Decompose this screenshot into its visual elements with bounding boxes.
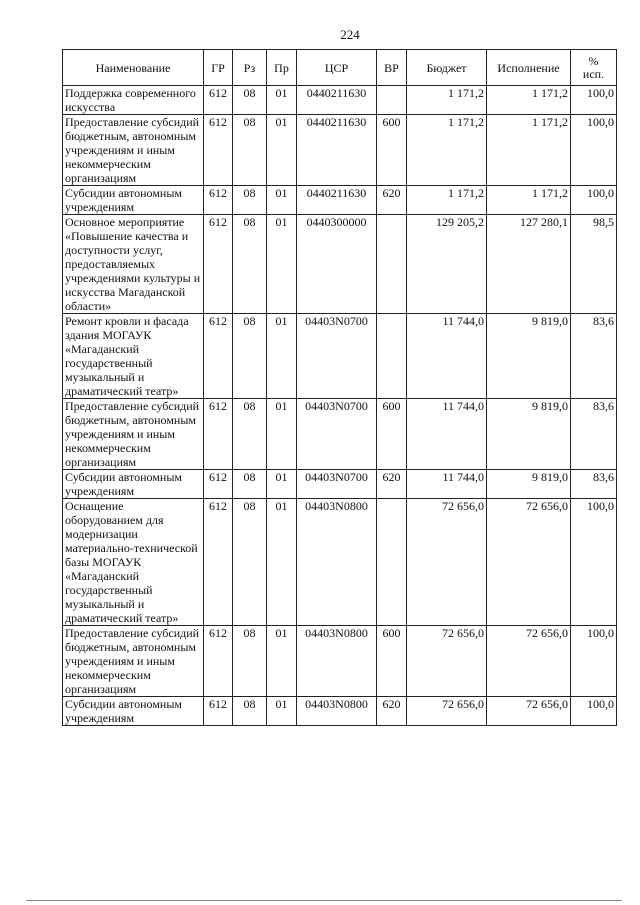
cell-budget: 1 171,2 xyxy=(407,115,487,186)
cell-gr: 612 xyxy=(204,186,233,215)
cell-percent: 100,0 xyxy=(571,86,617,115)
cell-csr: 0440211630 xyxy=(297,86,377,115)
cell-budget: 11 744,0 xyxy=(407,470,487,499)
table-row xyxy=(63,697,617,726)
header-csr: ЦСР xyxy=(297,50,377,86)
cell-name: Субсидии автономным учреждениям xyxy=(63,470,204,499)
cell-vr xyxy=(377,215,407,314)
cell-budget: 11 744,0 xyxy=(407,314,487,399)
cell-percent: 100,0 xyxy=(571,697,617,726)
header-budget: Бюджет xyxy=(407,50,487,86)
cell-budget: 72 656,0 xyxy=(407,626,487,697)
cell-vr: 620 xyxy=(377,186,407,215)
table-row xyxy=(63,470,617,499)
cell-pr: 01 xyxy=(267,470,297,499)
cell-gr: 612 xyxy=(204,215,233,314)
cell-budget: 72 656,0 xyxy=(407,697,487,726)
cell-budget: 72 656,0 xyxy=(407,499,487,626)
cell-budget: 11 744,0 xyxy=(407,399,487,470)
cell-pr: 01 xyxy=(267,399,297,470)
table-row xyxy=(63,115,617,186)
cell-execution: 127 280,1 xyxy=(487,215,571,314)
cell-name: Субсидии автономным учреждениям xyxy=(63,697,204,726)
cell-execution: 1 171,2 xyxy=(487,86,571,115)
cell-name: Поддержка современного искусства xyxy=(63,86,204,115)
table-row xyxy=(63,399,617,470)
header-rz: Рз xyxy=(233,50,267,86)
header-percent xyxy=(571,50,617,86)
cell-vr: 600 xyxy=(377,399,407,470)
cell-percent: 100,0 xyxy=(571,115,617,186)
cell-csr: 04403N0800 xyxy=(297,499,377,626)
cell-rz: 08 xyxy=(233,499,267,626)
page-number: 224 xyxy=(340,27,360,42)
cell-name: Основное мероприятие «Повышение качества и доступности услуг, предоставляемых учреждениями культуры и искусства Магаданской области» xyxy=(63,215,204,314)
cell-csr: 0440211630 xyxy=(297,115,377,186)
cell-csr: 0440211630 xyxy=(297,186,377,215)
cell-pr: 01 xyxy=(267,314,297,399)
cell-name: Субсидии автономным учреждениям xyxy=(63,186,204,215)
cell-gr: 612 xyxy=(204,115,233,186)
cell-pr: 01 xyxy=(267,626,297,697)
cell-name: Предоставление субсидий бюджетным, автономным учреждениям и иным некоммерческим организациям xyxy=(63,399,204,470)
cell-gr: 612 xyxy=(204,314,233,399)
cell-csr: 04403N0800 xyxy=(297,626,377,697)
cell-rz: 08 xyxy=(233,186,267,215)
cell-gr: 612 xyxy=(204,499,233,626)
cell-gr: 612 xyxy=(204,399,233,470)
header-vr: ВР xyxy=(377,50,407,86)
cell-execution: 9 819,0 xyxy=(487,470,571,499)
cell-execution: 1 171,2 xyxy=(487,186,571,215)
cell-rz: 08 xyxy=(233,399,267,470)
budget-table xyxy=(62,49,617,726)
cell-percent: 83,6 xyxy=(571,470,617,499)
table-row xyxy=(63,499,617,626)
cell-pr: 01 xyxy=(267,186,297,215)
cell-pr: 01 xyxy=(267,499,297,626)
cell-pr: 01 xyxy=(267,215,297,314)
cell-rz: 08 xyxy=(233,86,267,115)
cell-vr: 620 xyxy=(377,697,407,726)
cell-vr: 620 xyxy=(377,470,407,499)
cell-gr: 612 xyxy=(204,626,233,697)
cell-pr: 01 xyxy=(267,86,297,115)
cell-percent: 83,6 xyxy=(571,399,617,470)
table-row xyxy=(63,86,617,115)
cell-rz: 08 xyxy=(233,314,267,399)
cell-name: Предоставление субсидий бюджетным, автономным учреждениям и иным некоммерческим организациям xyxy=(63,626,204,697)
cell-budget: 1 171,2 xyxy=(407,186,487,215)
header-name: Наименование xyxy=(63,50,204,86)
cell-gr: 612 xyxy=(204,697,233,726)
cell-csr: 04403N0700 xyxy=(297,399,377,470)
table-header-row xyxy=(63,50,617,86)
cell-percent: 100,0 xyxy=(571,499,617,626)
cell-percent: 100,0 xyxy=(571,626,617,697)
cell-vr: 600 xyxy=(377,115,407,186)
cell-csr: 04403N0700 xyxy=(297,470,377,499)
header-percent-label: исп. xyxy=(582,66,605,81)
table-row xyxy=(63,186,617,215)
cell-budget: 129 205,2 xyxy=(407,215,487,314)
cell-percent: 100,0 xyxy=(571,186,617,215)
cell-execution: 72 656,0 xyxy=(487,499,571,626)
cell-rz: 08 xyxy=(233,115,267,186)
header-percent-symbol: % xyxy=(588,53,599,68)
table-row xyxy=(63,314,617,399)
cell-rz: 08 xyxy=(233,626,267,697)
cell-percent: 98,5 xyxy=(571,215,617,314)
cell-rz: 08 xyxy=(233,470,267,499)
table-body xyxy=(63,86,617,726)
cell-execution: 1 171,2 xyxy=(487,115,571,186)
page-bottom-rule xyxy=(26,900,622,901)
cell-rz: 08 xyxy=(233,215,267,314)
cell-execution: 72 656,0 xyxy=(487,697,571,726)
table-row xyxy=(63,626,617,697)
cell-execution: 9 819,0 xyxy=(487,314,571,399)
cell-vr xyxy=(377,499,407,626)
cell-vr xyxy=(377,86,407,115)
cell-csr: 0440300000 xyxy=(297,215,377,314)
cell-pr: 01 xyxy=(267,697,297,726)
cell-csr: 04403N0700 xyxy=(297,314,377,399)
cell-execution: 9 819,0 xyxy=(487,399,571,470)
header-pr: Пр xyxy=(267,50,297,86)
cell-name: Предоставление субсидий бюджетным, автономным учреждениям и иным некоммерческим организациям xyxy=(63,115,204,186)
cell-execution: 72 656,0 xyxy=(487,626,571,697)
cell-gr: 612 xyxy=(204,86,233,115)
cell-name: Ремонт кровли и фасада здания МОГАУК «Магаданский государственный музыкальный и драматический театр» xyxy=(63,314,204,399)
header-gr: ГР xyxy=(204,50,233,86)
cell-gr: 612 xyxy=(204,470,233,499)
cell-csr: 04403N0800 xyxy=(297,697,377,726)
table-row xyxy=(63,215,617,314)
cell-budget: 1 171,2 xyxy=(407,86,487,115)
cell-vr: 600 xyxy=(377,626,407,697)
cell-name: Оснащение оборудованием для модернизации материально-технической базы МОГАУК «Магаданский государственный музыкальный и драматический театр» xyxy=(63,499,204,626)
cell-percent: 83,6 xyxy=(571,314,617,399)
cell-pr: 01 xyxy=(267,115,297,186)
cell-vr xyxy=(377,314,407,399)
cell-rz: 08 xyxy=(233,697,267,726)
header-execution: Исполнение xyxy=(487,50,571,86)
